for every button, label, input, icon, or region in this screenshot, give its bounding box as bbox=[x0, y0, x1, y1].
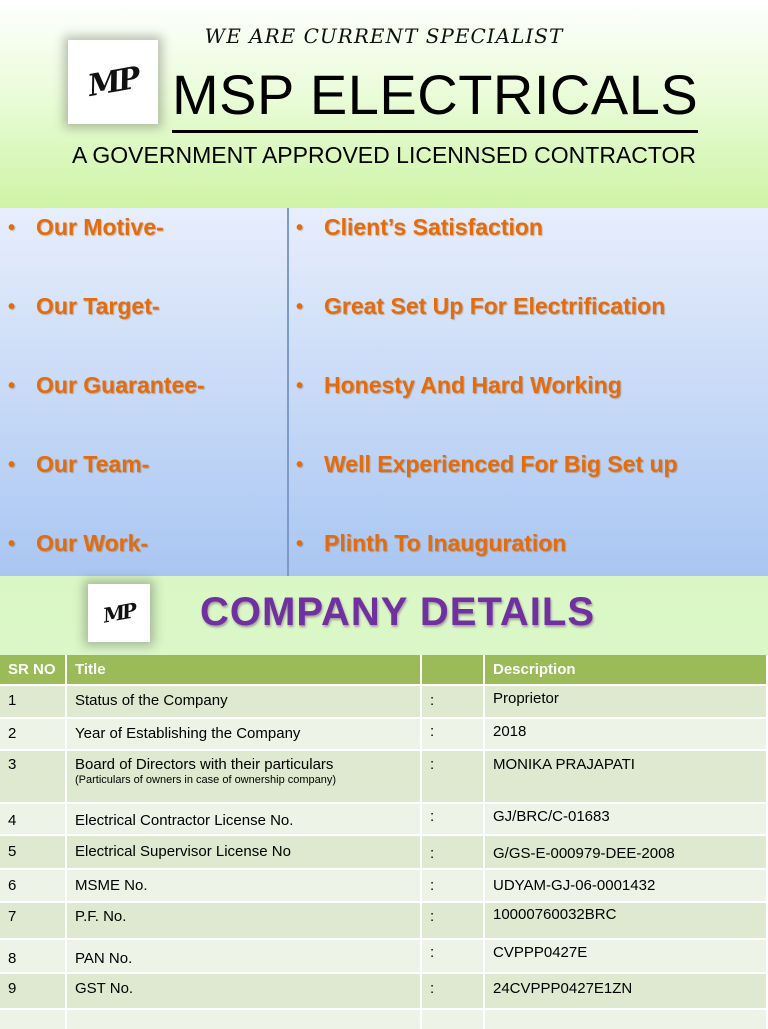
cell-description: MONIKA PRAJAPATI bbox=[484, 750, 767, 803]
bullet-icon: • bbox=[8, 375, 16, 397]
column-divider bbox=[287, 208, 289, 576]
table-row bbox=[0, 902, 767, 939]
cell-title: P.F. No. bbox=[66, 902, 421, 939]
cell-separator: : bbox=[421, 803, 484, 835]
cell-separator: : bbox=[421, 685, 484, 718]
cell-separator: : bbox=[421, 869, 484, 902]
cell-description: CVPPP0427E bbox=[484, 939, 767, 973]
header-description: Description bbox=[484, 655, 767, 685]
cell-title: Status of the Company bbox=[66, 685, 421, 718]
logo-text: MP bbox=[101, 598, 137, 628]
cell-title: MSME No. bbox=[66, 869, 421, 902]
cell-sr: 1 bbox=[0, 685, 66, 718]
motive-label: • Our Motive- bbox=[8, 214, 164, 240]
cell-separator: : bbox=[421, 902, 484, 939]
cell-description: G/GS-E-000979-DEE-2008 bbox=[484, 835, 767, 869]
header-title: Title bbox=[66, 655, 421, 685]
table-row bbox=[0, 1009, 767, 1029]
cell-title bbox=[66, 750, 421, 803]
motive-value: • Honesty And Hard Working bbox=[296, 372, 622, 398]
cell-separator: : bbox=[421, 718, 484, 750]
motive-value: • Plinth To Inauguration bbox=[296, 530, 567, 556]
cell-separator: : bbox=[421, 835, 484, 869]
motive-label: • Our Team- bbox=[8, 451, 150, 477]
table-row bbox=[0, 685, 767, 718]
company-details-section bbox=[0, 576, 768, 1024]
cell-description: 10000760032BRC bbox=[484, 902, 767, 939]
logo-text: MP bbox=[85, 60, 141, 104]
bullet-icon: • bbox=[296, 533, 304, 555]
bullet-icon: • bbox=[8, 296, 16, 318]
cell-description: GJ/BRC/C-01683 bbox=[484, 803, 767, 835]
cell-empty bbox=[484, 1009, 767, 1029]
bullet-icon: • bbox=[296, 217, 304, 239]
cell-title-text: Board of Directors with their particulars bbox=[75, 756, 334, 773]
cell-empty bbox=[421, 1009, 484, 1029]
cell-title: GST No. bbox=[66, 973, 421, 1009]
subtitle: A GOVERNMENT APPROVED LICENNSED CONTRACTOR bbox=[71, 142, 697, 168]
cell-sr: 4 bbox=[0, 803, 66, 835]
tagline: WE ARE CURRENT SPECIALIST bbox=[204, 24, 564, 48]
motive-values bbox=[296, 208, 766, 603]
table-row bbox=[0, 973, 767, 1009]
motive-value: • Well Experienced For Big Set up bbox=[296, 451, 678, 477]
header-sr-no: SR NO bbox=[0, 655, 66, 685]
cell-title: PAN No. bbox=[66, 939, 421, 973]
motive-value: • Great Set Up For Electrification bbox=[296, 293, 666, 319]
cell-sr: 3 bbox=[0, 750, 66, 803]
cell-sr: 2 bbox=[0, 718, 66, 750]
cell-description: UDYAM-GJ-06-0001432 bbox=[484, 869, 767, 902]
cell-separator: : bbox=[421, 973, 484, 1009]
cell-title-note: (Particulars of owners in case of ownership company) bbox=[75, 774, 337, 786]
cell-separator: : bbox=[421, 939, 484, 973]
table-row bbox=[0, 869, 767, 902]
company-logo bbox=[68, 40, 158, 124]
cell-title: Electrical Contractor License No. bbox=[66, 803, 421, 835]
section-title: COMPANY DETAILS bbox=[200, 590, 596, 634]
motive-section bbox=[0, 208, 768, 576]
cell-empty bbox=[0, 1009, 66, 1029]
cell-title: Electrical Supervisor License No bbox=[66, 835, 421, 869]
cell-separator: : bbox=[421, 750, 484, 803]
cell-sr: 9 bbox=[0, 973, 66, 1009]
motive-label: • Our Target- bbox=[8, 293, 160, 319]
cell-description: Proprietor bbox=[484, 685, 767, 718]
cell-sr: 6 bbox=[0, 869, 66, 902]
table-row bbox=[0, 750, 767, 803]
bullet-icon: • bbox=[296, 375, 304, 397]
table-row bbox=[0, 803, 767, 835]
table-header-row bbox=[0, 655, 767, 685]
cell-title: Year of Establishing the Company bbox=[66, 718, 421, 750]
table-row bbox=[0, 835, 767, 869]
company-logo-small bbox=[88, 584, 150, 642]
bullet-icon: • bbox=[8, 454, 16, 476]
cell-description: 24CVPPP0427E1ZN bbox=[484, 973, 767, 1009]
bullet-icon: • bbox=[8, 217, 16, 239]
motive-label: • Our Work- bbox=[8, 530, 149, 556]
header bbox=[0, 0, 768, 209]
bullet-icon: • bbox=[296, 454, 304, 476]
motive-value: • Client’s Satisfaction bbox=[296, 214, 543, 240]
bullet-icon: • bbox=[296, 296, 304, 318]
company-name: MSP ELECTRICALS bbox=[172, 60, 698, 133]
cell-sr: 7 bbox=[0, 902, 66, 939]
table-row bbox=[0, 718, 767, 750]
table-row bbox=[0, 939, 767, 973]
cell-sr: 5 bbox=[0, 835, 66, 869]
header-separator bbox=[421, 655, 484, 685]
details-table bbox=[0, 655, 768, 1029]
bullet-icon: • bbox=[8, 533, 16, 555]
cell-sr: 8 bbox=[0, 939, 66, 973]
motive-label: • Our Guarantee- bbox=[8, 372, 205, 398]
cell-empty bbox=[66, 1009, 421, 1029]
motive-labels bbox=[8, 208, 283, 603]
cell-description: 2018 bbox=[484, 718, 767, 750]
